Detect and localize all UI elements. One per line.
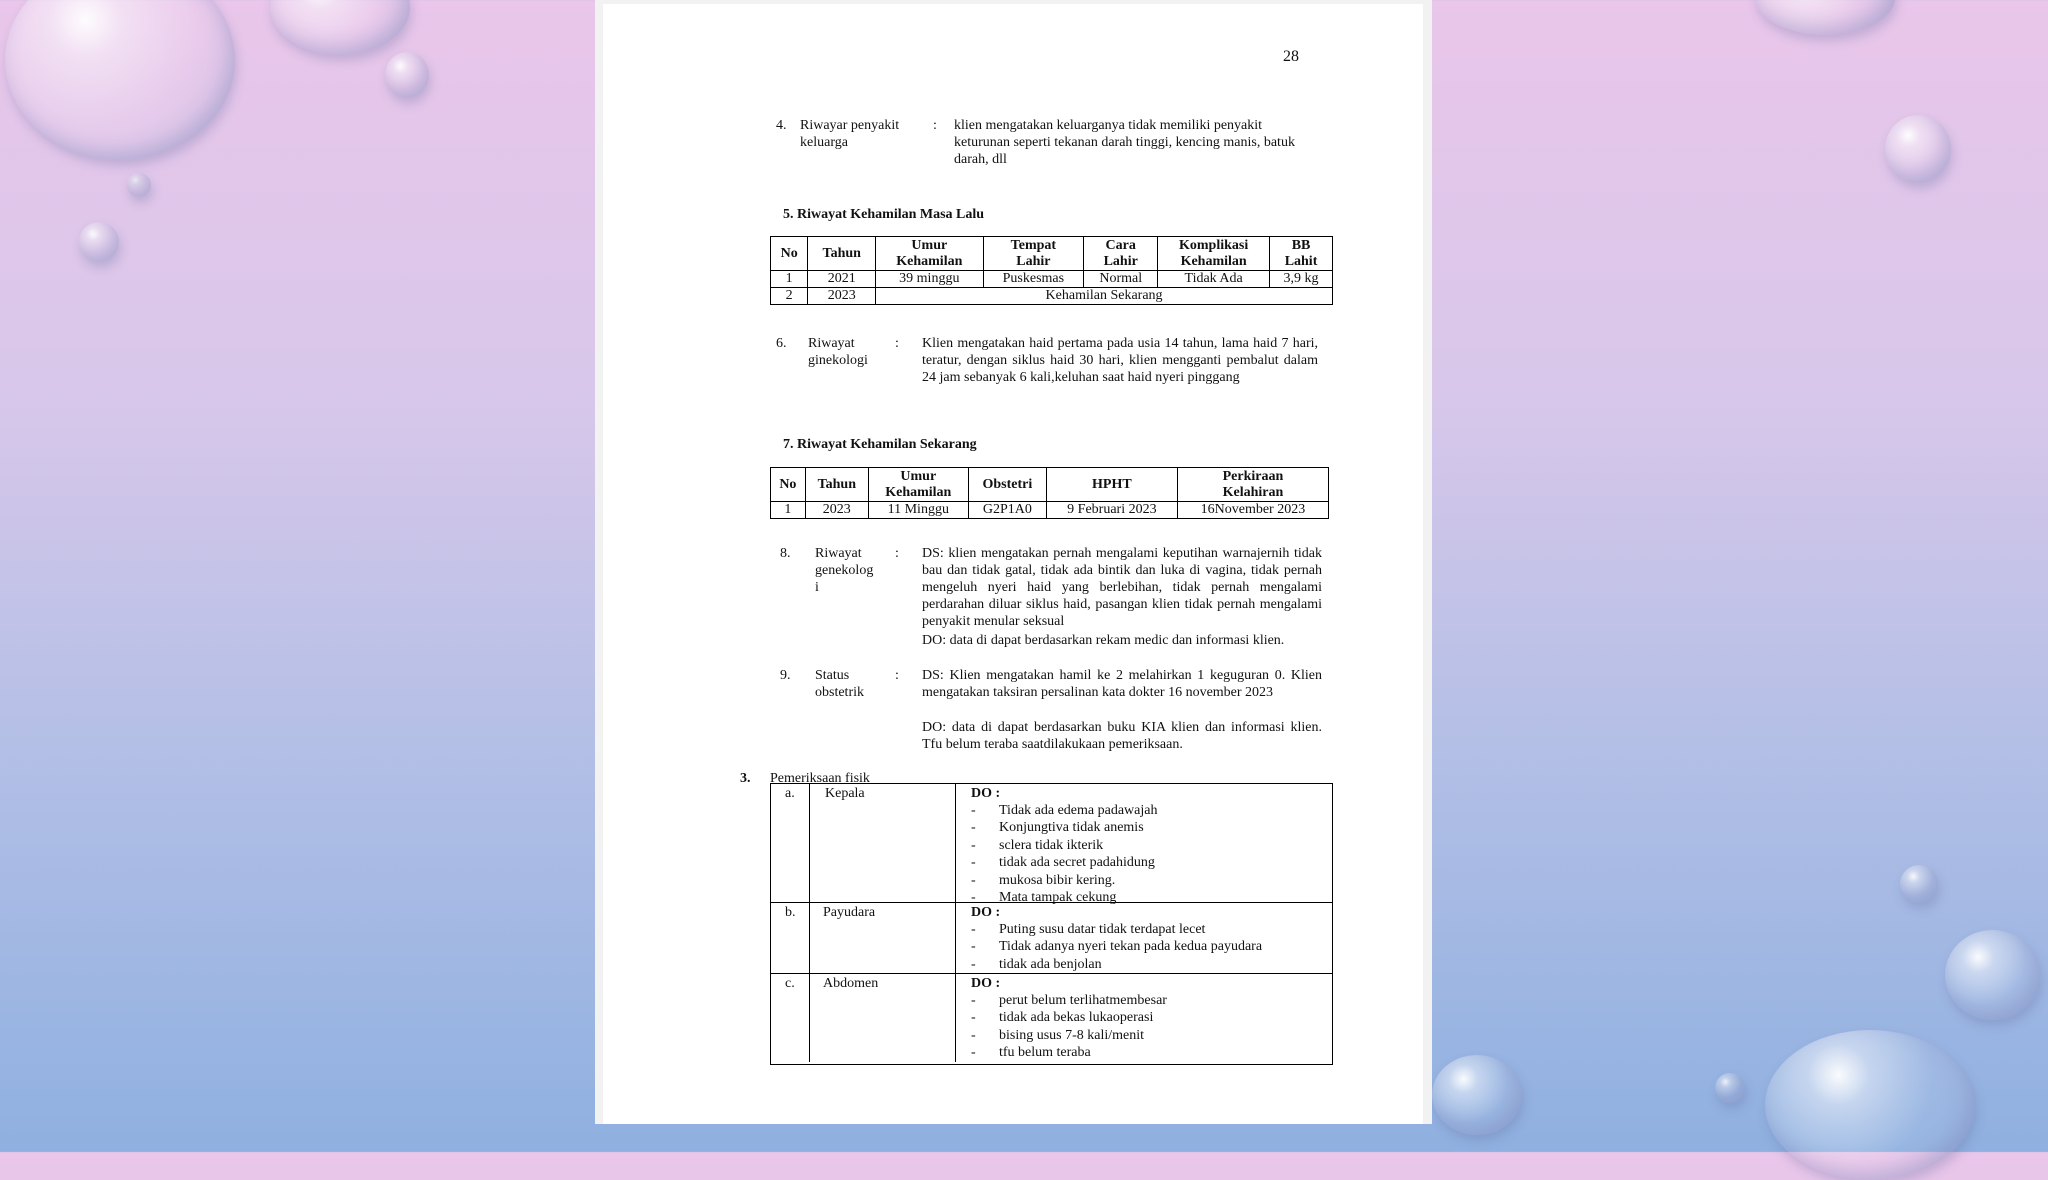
section-text: Klien mengatakan haid pertama pada usia 14 tahun, lama haid 7 hari, teratur, dengan siklus haid 30 hari, klien mengganti pembalut dalam 24 jam sebanyak 6 kali,keluhan saat haid nyeri pinggang xyxy=(922,336,1318,385)
objective-data: DO: data di dapat berdasarkan rekam medic dan informasi klien. xyxy=(922,633,1285,648)
water-drop-decoration xyxy=(1715,1073,1745,1103)
section-text: keturunan seperti tekanan darah tinggi, kencing manis, batuk xyxy=(954,135,1295,150)
table-row xyxy=(771,903,1332,974)
table-header: Umur Kehamilan xyxy=(876,237,983,271)
table-cell: Puskesmas xyxy=(983,271,1084,288)
section-number: 6. xyxy=(776,336,787,351)
list-item: - Konjungtiva tidak anemis xyxy=(971,819,1157,836)
table-cell: 11 Minggu xyxy=(868,502,968,519)
section-number: 9. xyxy=(780,668,791,683)
colon: : xyxy=(895,668,899,683)
table-row xyxy=(771,271,1333,288)
section-label: keluarga xyxy=(800,135,848,150)
table-header: HPHT xyxy=(1046,468,1177,502)
physical-exam-table xyxy=(770,783,1333,1065)
do-label: DO : xyxy=(971,905,1001,920)
section-label: Riwayar penyakit xyxy=(800,118,900,133)
table-cell: 2021 xyxy=(808,271,876,288)
water-drop-decoration xyxy=(1755,0,1895,35)
document-page xyxy=(603,4,1423,1124)
finding-list xyxy=(971,921,1262,973)
table-cell: 2 xyxy=(771,288,808,305)
past-pregnancy-table xyxy=(770,236,1333,305)
water-drop-decoration xyxy=(1432,1055,1522,1135)
water-drop-decoration xyxy=(1945,930,2040,1020)
table-header: Komplikasi Kehamilan xyxy=(1158,237,1270,271)
table-cell: 16November 2023 xyxy=(1177,502,1328,519)
list-item: - Tidak ada edema padawajah xyxy=(971,802,1157,819)
row-name: Abdomen xyxy=(823,976,879,991)
table-cell: Kehamilan Sekarang xyxy=(876,288,1333,305)
colon: : xyxy=(895,546,899,561)
list-item: - bising usus 7-8 kali/menit xyxy=(971,1027,1167,1044)
section-number: 4. xyxy=(776,118,787,133)
table-cell: 39 minggu xyxy=(876,271,983,288)
do-label: DO : xyxy=(971,976,1001,991)
table-header: No xyxy=(771,237,808,271)
table-row xyxy=(771,288,1333,305)
table-cell: 1 xyxy=(771,502,806,519)
list-item: - perut belum terlihatmembesar xyxy=(971,992,1167,1009)
row-letter: a. xyxy=(785,786,795,801)
water-drop-decoration xyxy=(79,222,119,262)
section-label: Status xyxy=(815,668,850,683)
section-heading: 7. Riwayat Kehamilan Sekarang xyxy=(783,437,977,452)
water-drop-decoration xyxy=(5,0,235,160)
section-heading: Pemeriksaan fisik xyxy=(770,771,870,786)
water-drop-decoration xyxy=(1765,1030,1975,1180)
row-name: Payudara xyxy=(823,905,876,920)
table-cell: 9 Februari 2023 xyxy=(1046,502,1177,519)
table-cell: G2P1A0 xyxy=(968,502,1046,519)
section-label: i xyxy=(815,580,819,595)
list-item: - tidak ada secret padahidung xyxy=(971,854,1157,871)
colon: : xyxy=(933,118,937,133)
finding-list xyxy=(971,802,1157,906)
table-cell: Normal xyxy=(1084,271,1158,288)
table-header: Cara Lahir xyxy=(1084,237,1158,271)
table-header: Umur Kehamilan xyxy=(868,468,968,502)
objective-data: DO: data di dapat berdasarkan buku KIA klien dan informasi klien. Tfu belum teraba saatdilakukaan pemeriksaan. xyxy=(922,720,1322,752)
table-header: Perkiraan Kelahiran xyxy=(1177,468,1328,502)
table-header: Tahun xyxy=(805,468,868,502)
section-label: obstetrik xyxy=(815,685,864,700)
table-header: BB Lahit xyxy=(1270,237,1333,271)
water-drop-decoration xyxy=(385,52,429,98)
section-text: darah, dll xyxy=(954,152,1007,167)
table-cell: Tidak Ada xyxy=(1158,271,1270,288)
table-row xyxy=(771,974,1332,1062)
row-letter: b. xyxy=(785,905,796,920)
section-label: genekolog xyxy=(815,563,874,578)
water-drop-decoration xyxy=(1900,865,1938,903)
water-drop-decoration xyxy=(127,173,151,197)
table-row xyxy=(771,784,1332,906)
table-cell: 2023 xyxy=(808,288,876,305)
subjective-data: DS: klien mengatakan pernah mengalami keputihan warnajernih tidak bau dan tidak gatal, tidak ada bintik dan luka di vagina, tidak pernah mengeluh nyeri haid yang berlebihan, tidak pernah mengalami perdarahan diluar siklus haid, pasangan klien tidak pernah mengalami penyakit menular seksual xyxy=(922,546,1322,629)
table-cell: 3,9 kg xyxy=(1270,271,1333,288)
row-letter: c. xyxy=(785,976,795,991)
table-header: Tempat Lahir xyxy=(983,237,1084,271)
table-cell: 2023 xyxy=(805,502,868,519)
list-item: - tidak ada benjolan xyxy=(971,956,1262,973)
current-pregnancy-table xyxy=(770,467,1329,519)
table-row xyxy=(771,502,1329,519)
page-number: 28 xyxy=(1283,48,1299,65)
section-text: klien mengatakan keluarganya tidak memiliki penyakit xyxy=(954,118,1263,133)
list-item: - sclera tidak ikterik xyxy=(971,837,1157,854)
section-label: ginekologi xyxy=(808,353,868,368)
table-cell: 1 xyxy=(771,271,808,288)
water-drop-decoration xyxy=(1885,115,1951,183)
colon: : xyxy=(895,336,899,351)
list-item: - mukosa bibir kering. xyxy=(971,872,1157,889)
list-item: - Mata tampak cekung xyxy=(971,889,1157,906)
section-label: Riwayat xyxy=(815,546,862,561)
list-item: - Puting susu datar tidak terdapat lecet xyxy=(971,921,1262,938)
finding-list xyxy=(971,992,1167,1062)
list-item: - tfu belum teraba xyxy=(971,1044,1167,1061)
row-name: Kepala xyxy=(825,786,865,801)
table-header: No xyxy=(771,468,806,502)
section-number: 8. xyxy=(780,546,791,561)
section-heading: 5. Riwayat Kehamilan Masa Lalu xyxy=(783,207,985,222)
section-number: 3. xyxy=(740,771,751,786)
subjective-data: DS: Klien mengatakan hamil ke 2 melahirkan 1 keguguran 0. Klien mengatakan taksiran persalinan kata dokter 16 november 2023 xyxy=(922,668,1322,700)
water-drop-decoration xyxy=(270,0,410,55)
table-header: Obstetri xyxy=(968,468,1046,502)
list-item: - Tidak adanya nyeri tekan pada kedua payudara xyxy=(971,938,1262,955)
do-label: DO : xyxy=(971,786,1001,801)
section-label: Riwayat xyxy=(808,336,855,351)
list-item: - tidak ada bekas lukaoperasi xyxy=(971,1009,1167,1026)
table-header: Tahun xyxy=(808,237,876,271)
